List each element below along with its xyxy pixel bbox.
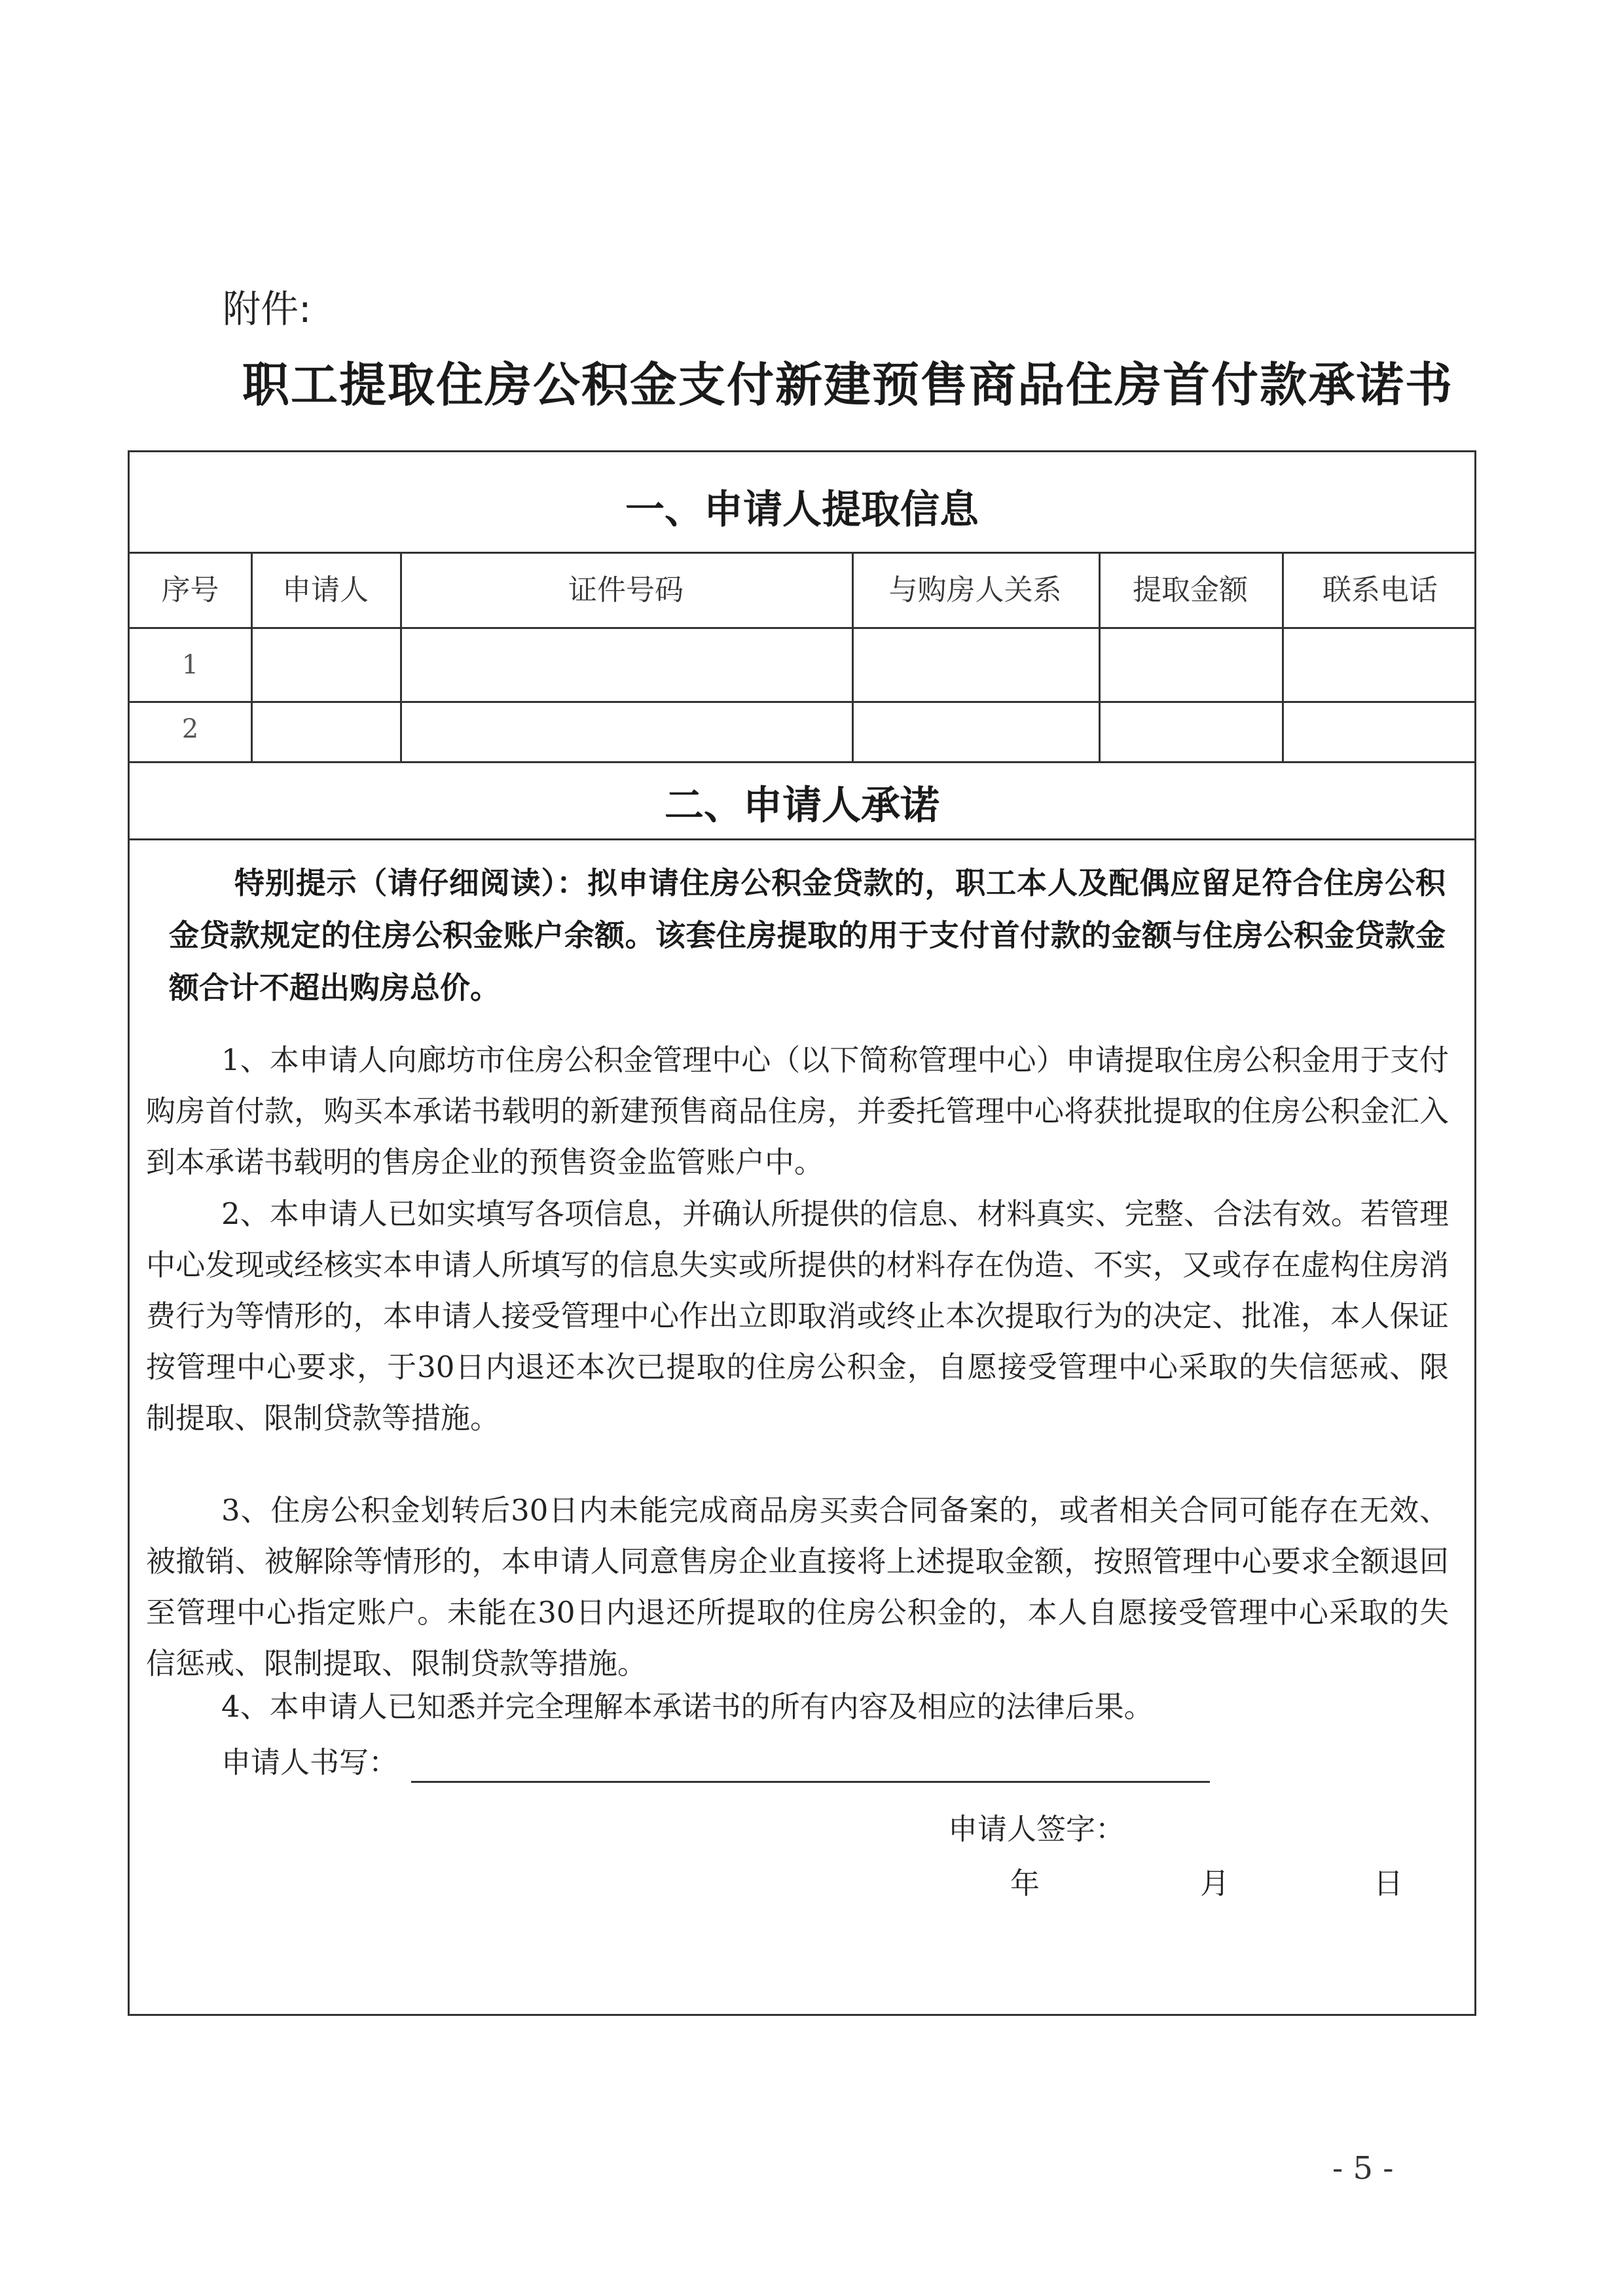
- commitment-form: [128, 450, 1476, 2016]
- commitment-clause-4: 4、本申请人已知悉并完全理解本承诺书的所有内容及相应的法律后果。: [221, 1689, 1154, 1724]
- document-title: 职工提取住房公积金支付新建预售商品住房首付款承诺书: [242, 357, 1454, 412]
- column-header-relation: 与购房人关系: [888, 573, 1062, 607]
- divider: [400, 552, 402, 761]
- page-number: - 5 -: [1332, 2150, 1394, 2187]
- commitment-clause-2: 2、本申请人已如实填写各项信息，并确认所提供的信息、材料真实、完整、合法有效。若管理中心发现或经核实本申请人所填写的信息失实或所提供的材料存在伪造、不实，又或存在虚构住房消费行为等情形的，本申请人接受管理中心作出立即取消或终止本次提取行为的决定、批准，本人保证按管理中心要求，于30日内退还本次已提取的住房公积金，自愿接受管理中心采取的失信惩戒、限制提取、限制贷款等措施。: [146, 1196, 1449, 1435]
- commitment-clause-3: 3、住房公积金划转后30日内未能完成商品房买卖合同备案的，或者相关合同可能存在无效、被撤销、被解除等情形的，本申请人同意售房企业直接将上述提取金额，按照管理中心要求全额退回至管理中心指定账户。未能在30日内退还所提取的住房公积金的，本人自愿接受管理中心采取的失信惩戒、限制提取、限制贷款等措施。: [146, 1493, 1449, 1681]
- divider: [130, 838, 1474, 840]
- section2-title: 二、申请人承诺: [665, 783, 939, 829]
- column-header-seq: 序号: [161, 573, 219, 607]
- date-day: 日: [1374, 1866, 1404, 1901]
- table-row-number: 2: [181, 714, 199, 744]
- commitment-clause-1: 1、本申请人向廊坊市住房公积金管理中心（以下简称管理中心）申请提取住房公积金用于支付购房首付款，购买本承诺书载明的新建预售商品住房，并委托管理中心将获批提取的住房公积金汇入到本承诺书载明的售房企业的预售资金监管账户中。: [146, 1043, 1449, 1179]
- divider: [1282, 552, 1284, 761]
- divider: [1099, 552, 1101, 761]
- column-header-id-number: 证件号码: [568, 573, 684, 607]
- applicant-write-line[interactable]: [411, 1781, 1210, 1783]
- date-month: 月: [1200, 1866, 1230, 1901]
- column-header-amount: 提取金额: [1133, 573, 1248, 607]
- column-header-applicant: 申请人: [282, 573, 369, 607]
- special-notice: 特别提示（请仔细阅读）：拟申请住房公积金贷款的，职工本人及配偶应留足符合住房公积金贷款规定的住房公积金账户余额。该套住房提取的用于支付首付款的金额与住房公积金贷款金额合计不超出购房总价。: [169, 865, 1446, 1005]
- table-row-number: 1: [181, 650, 199, 680]
- divider: [130, 701, 1474, 703]
- divider: [852, 552, 854, 761]
- divider: [130, 761, 1474, 763]
- applicant-signature-label: 申请人签字：: [948, 1812, 1125, 1846]
- divider: [251, 552, 253, 761]
- divider: [130, 627, 1474, 629]
- section1-title: 一、申请人提取信息: [625, 487, 979, 533]
- date-year: 年: [1010, 1866, 1040, 1901]
- attachment-label: 附件:: [223, 287, 312, 331]
- applicant-write-label: 申请人书写：: [221, 1745, 399, 1780]
- column-header-phone: 联系电话: [1322, 573, 1438, 607]
